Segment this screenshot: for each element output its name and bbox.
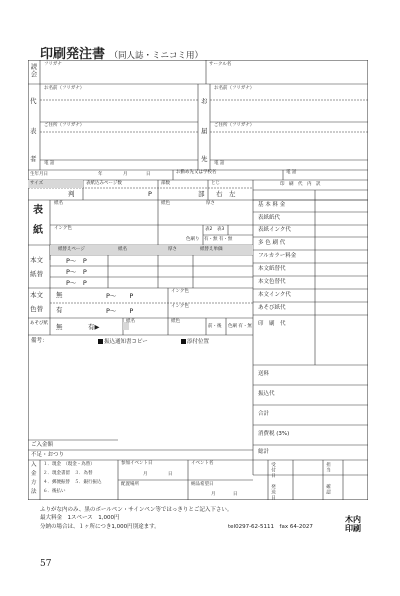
payment-method-3: ４．郵便振替 ５．銀行振込 <box>43 480 102 485</box>
cover-finish-options: 色刷り 有・無 有・無 <box>186 237 233 242</box>
cover-ink-label: インク色 <box>54 226 72 231</box>
extras-color-label: 紙色 <box>171 319 180 324</box>
birth-month: 月 <box>123 172 128 177</box>
body-col-thickness: 厚さ <box>168 247 177 252</box>
work-tel-label: 電 話 <box>286 170 297 175</box>
rep-side-1: 代 <box>30 97 37 105</box>
binding-options: 右 左 <box>216 190 236 198</box>
event-day: 日 <box>168 472 173 477</box>
event-name-label: イベント名 <box>191 461 214 466</box>
price-row-8: 本文インク代 <box>258 292 291 298</box>
color-ink-label-2: インク色 <box>171 304 189 309</box>
extras-position: 前・後 <box>208 324 222 329</box>
payment-method-2: ２．現金書留 ３．為替 <box>43 471 93 476</box>
notes-check-1[interactable] <box>98 339 148 346</box>
ship-tel-label: 電 話 <box>214 161 225 166</box>
logo-line-1: 木内 <box>345 515 361 524</box>
size-unit: 判 <box>68 190 75 198</box>
cover-label-2: 紙 <box>33 225 43 236</box>
notes-check-1-label: 振込通知書コピー <box>104 339 148 345</box>
booth-label: 配置場所 <box>121 482 139 487</box>
delivery-label: 納品希望日 <box>191 482 214 487</box>
extras-finish: 色刷 有・無 <box>228 324 252 329</box>
payment-method-4: ６．後払い <box>43 489 66 494</box>
check-label-2: 確認 <box>325 484 331 495</box>
ship-side-2: 届 <box>201 127 208 135</box>
notes-check-2-label: 添付位置 <box>187 339 210 345</box>
price-row-9: あそび紙代 <box>258 305 286 311</box>
price-row-1: 基 本 料 金 <box>258 202 286 208</box>
price-row-2: 表紙紙代 <box>258 215 281 221</box>
ship-address-label: ご住所（フリガナ） <box>214 123 255 128</box>
ship-name-label: お名前（フリガナ） <box>214 86 255 91</box>
color-range-1: P〜 P <box>106 292 134 300</box>
received-label: ご入金額 <box>31 442 54 448</box>
circle-side-label: 読会 <box>29 63 38 78</box>
size-label: サイズ <box>30 181 44 186</box>
price-row-grand: 総計 <box>258 449 270 455</box>
receipt-label-2: 発送日 <box>270 484 276 501</box>
rep-tel-label: 電 話 <box>44 161 55 166</box>
delivery-month: 月 <box>211 492 216 497</box>
cover-color-label: 紙色 <box>161 201 170 206</box>
rep-name-label: お名前（フリガナ） <box>44 86 85 91</box>
pages-label: 表紙込みページ数 <box>86 181 122 186</box>
price-row-10: 印 刷 代 <box>258 321 286 327</box>
price-row-shipping: 送料 <box>258 371 270 377</box>
extras-yes: 有▶ <box>88 323 100 331</box>
rep-address-label: ご住所（フリガナ） <box>44 123 85 128</box>
payment-side-2: 金 <box>31 471 37 477</box>
color-label-1: 本文 <box>30 291 43 299</box>
price-row-7: 本文色替代 <box>258 279 286 285</box>
logo-line-2: 印刷 <box>345 524 361 533</box>
pages-unit: P <box>148 190 152 198</box>
cover-paper-label: 紙名 <box>54 201 63 206</box>
body-col-price: 紙替え単価 <box>200 247 223 252</box>
color-range-2: P〜 P <box>106 307 134 315</box>
footer-tel: tel0297-62-5111 fax 64-2027 <box>228 524 313 530</box>
copies-label: 部数 <box>161 181 170 186</box>
body-label-2: 紙替 <box>30 270 43 278</box>
extras-label: あそび紙 <box>30 321 48 326</box>
birth-day: 日 <box>146 172 151 177</box>
body-col-pages: 紙替えページ <box>58 247 85 252</box>
company-logo <box>339 515 367 535</box>
circle-furigana-label: フリガナ <box>44 62 62 67</box>
cover-thickness-label: 厚さ <box>206 201 215 206</box>
extras-none: 無 <box>56 323 63 331</box>
notes-check-2[interactable] <box>181 339 209 346</box>
rep-side-2: 表 <box>30 127 37 135</box>
rep-side-3: 者 <box>30 155 37 163</box>
body-col-paper: 紙名 <box>118 247 127 252</box>
work-label: お勤め先又は学校名 <box>176 170 217 175</box>
footer-line-2: 最大料金 1スペース 1,000円 <box>40 515 120 521</box>
form-title-main: 印刷発注書 <box>40 47 106 62</box>
receipt-label-1: 受付日 <box>270 462 276 479</box>
footer-line-3: 分納の場合は、１ヶ所につき1,000円別途ます。 <box>40 524 160 530</box>
cover-side-options: 表2 表3 <box>205 227 225 232</box>
footer-line-1: ふりがな内のみ、黒のボールペン・サインペン等ではっきりとご記入下さい。 <box>40 507 233 513</box>
price-row-6: 本文紙替代 <box>258 266 286 272</box>
body-row-2: P〜 P <box>66 268 87 276</box>
payment-side-3: 方 <box>31 480 37 486</box>
price-table-header: 印 刷 代 内 訳 <box>280 182 321 187</box>
price-row-tax: 消費税 (3%) <box>258 431 290 437</box>
price-row-transfer: 振込代 <box>258 391 275 397</box>
order-form <box>28 60 368 500</box>
color-label-2: 色替 <box>30 305 43 313</box>
cover-label-1: 表 <box>33 205 43 216</box>
copies-unit: 部 <box>198 190 205 198</box>
payment-side-1: 入 <box>31 462 37 468</box>
event-date-label: 参加イベント日 <box>121 461 153 466</box>
color-yes: 有 <box>56 306 63 314</box>
price-row-3: 表紙インク代 <box>258 227 291 233</box>
payment-side-4: 法 <box>31 489 37 495</box>
payment-method-1: １．現金 （現金・為替） <box>43 462 95 467</box>
color-ink-label-1: インク色 <box>171 289 189 294</box>
event-month: 月 <box>143 472 148 477</box>
body-row-3: P〜 P <box>66 279 87 287</box>
delivery-day: 日 <box>233 492 238 497</box>
ship-side-1: お <box>201 97 208 105</box>
binding-label: とじ <box>211 181 220 186</box>
color-none: 無 <box>56 291 63 299</box>
birth-year: 年 <box>98 172 103 177</box>
check-label-1: 担当 <box>325 462 331 473</box>
form-title-sub: （同人誌・ミニコミ用） <box>109 51 204 61</box>
checkbox-icon <box>181 339 186 344</box>
notes-label: 備考： <box>31 338 48 344</box>
body-row-1: P〜 P <box>66 257 87 265</box>
extras-paper-label: 紙名 <box>126 319 135 324</box>
body-label-1: 本文 <box>30 256 43 264</box>
price-row-total: 合計 <box>258 411 270 417</box>
ship-side-3: 先 <box>201 155 208 163</box>
birth-label: 生年月日 <box>30 172 48 177</box>
circle-name-label: サークル名 <box>209 62 232 67</box>
page-number: 57 <box>40 559 52 569</box>
price-row-5: フルカラー料金 <box>258 253 297 259</box>
price-row-4: 多 色 刷 代 <box>258 240 286 246</box>
checkbox-icon <box>98 339 103 344</box>
shortage-label: 不足・おつり <box>31 452 64 458</box>
